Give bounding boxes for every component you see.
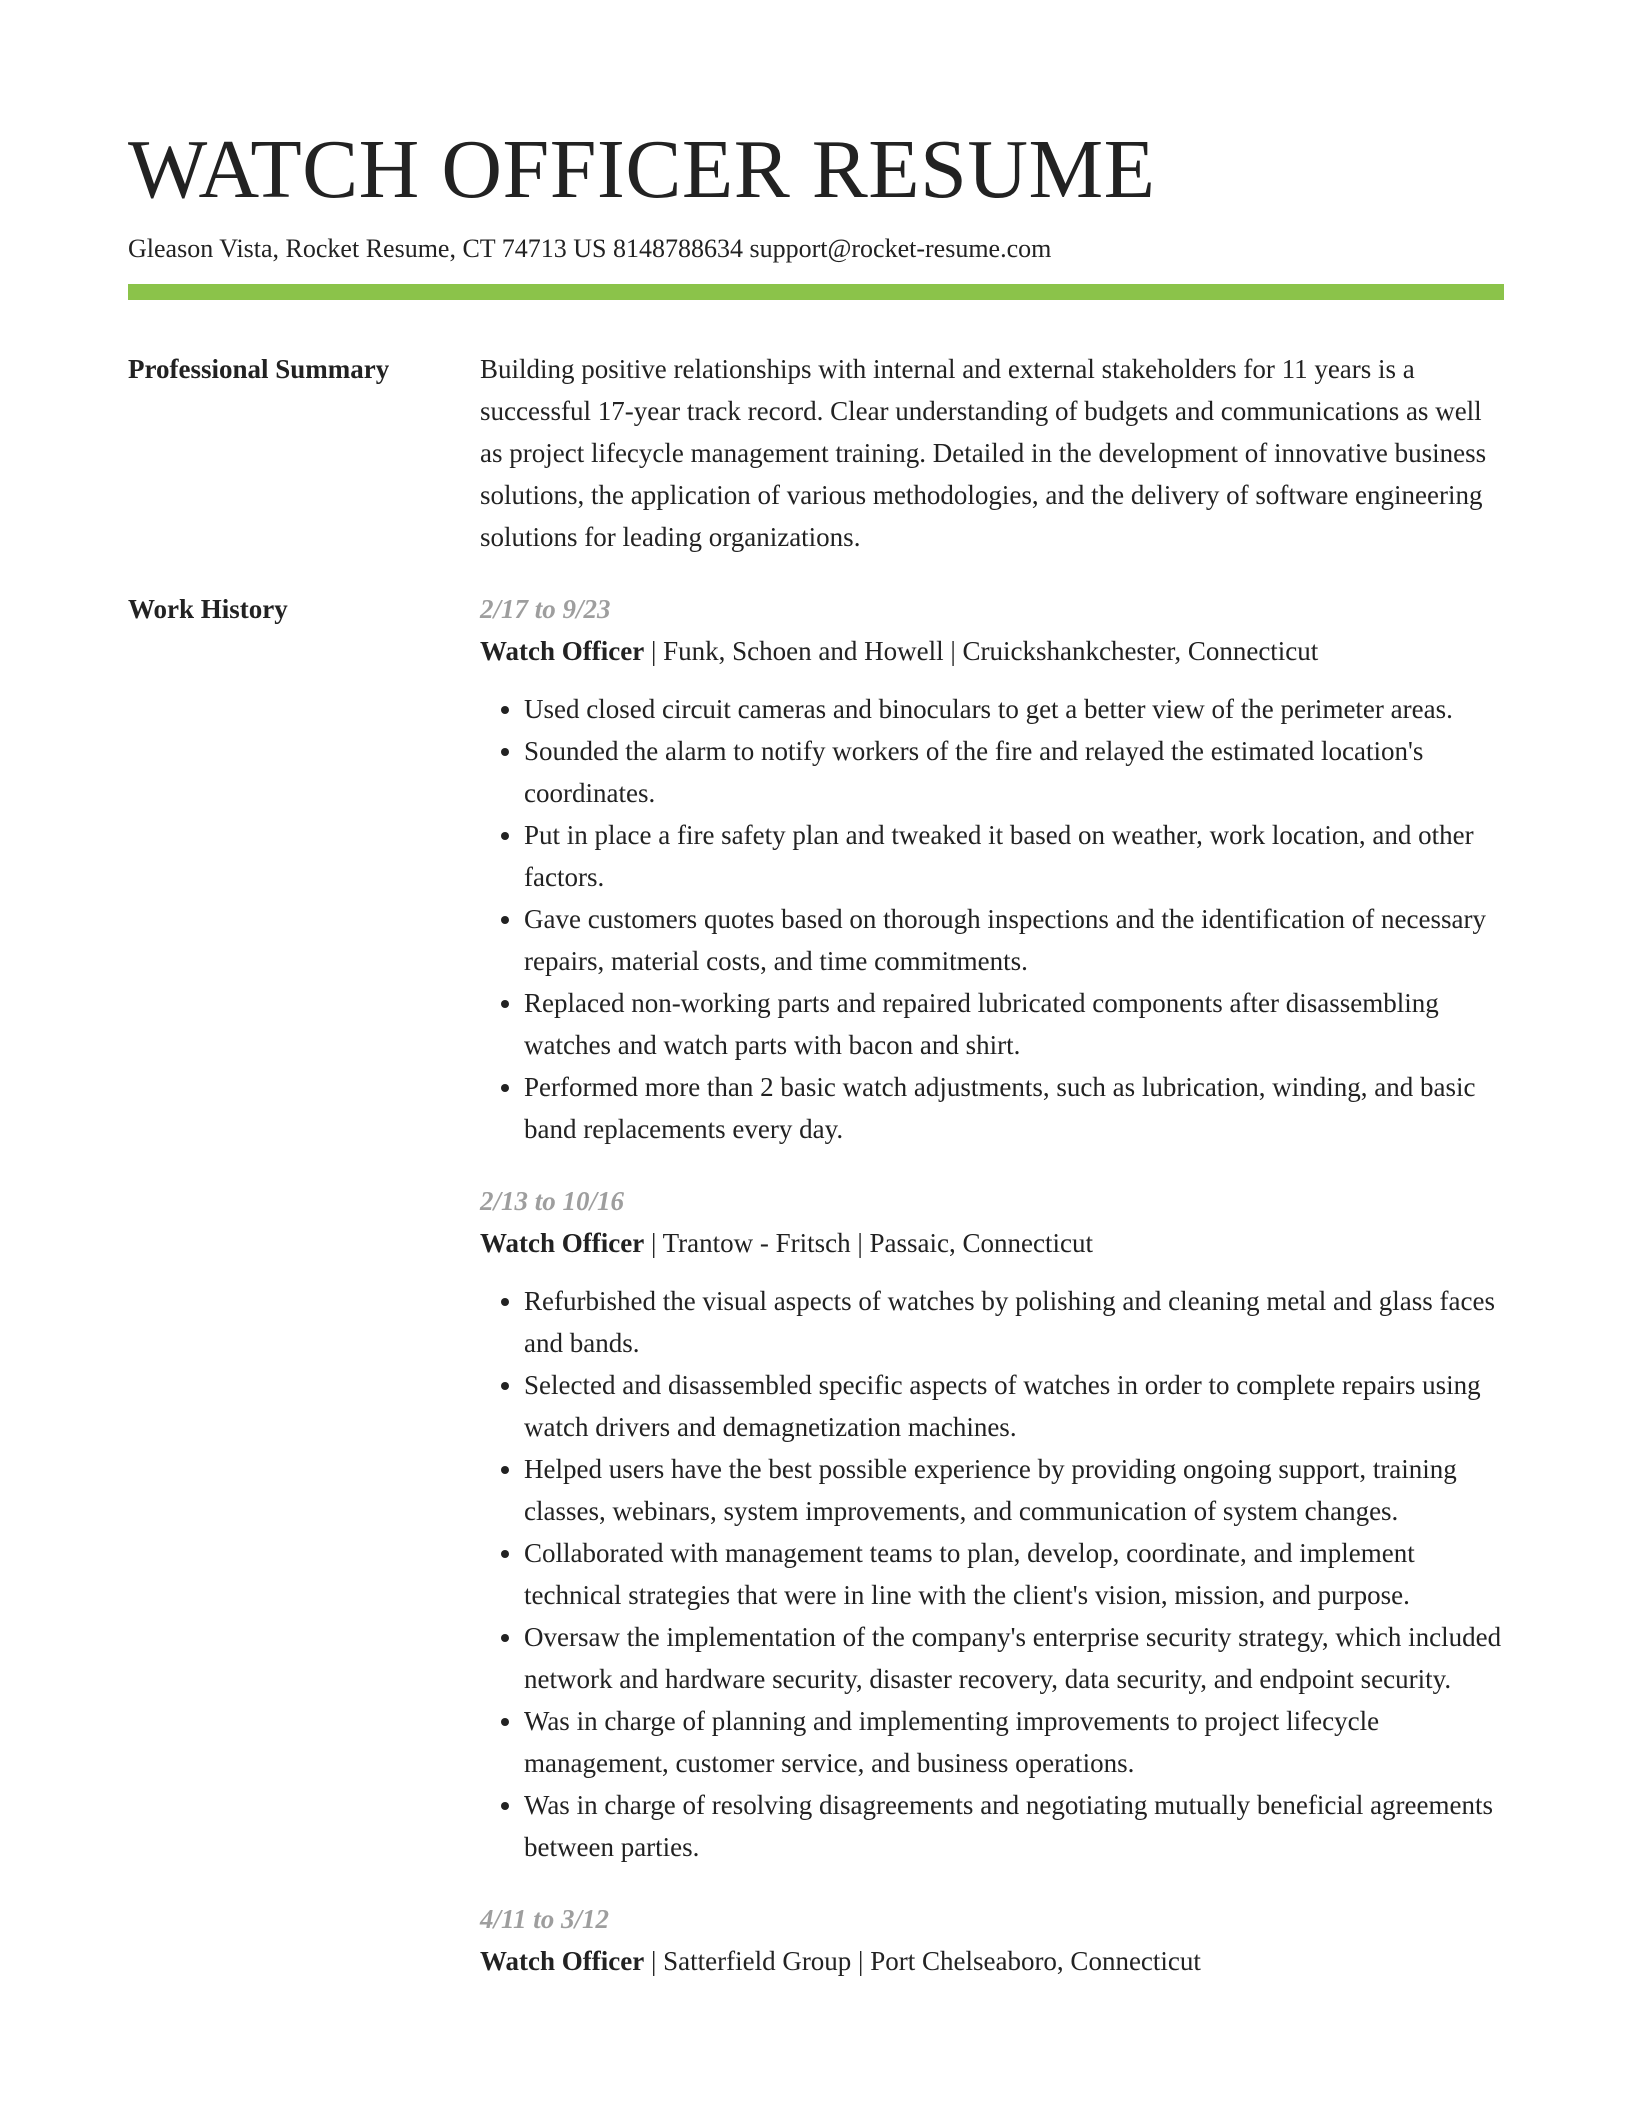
job-employer-location: | Funk, Schoen and Howell | Cruickshankchester, Connecticut: [644, 636, 1319, 666]
summary-section: [128, 348, 1504, 558]
job-bullet: • Put in place a fire safety plan and tweaked it based on weather, work location, and other factors.: [524, 814, 1504, 898]
job-header: [480, 630, 1504, 672]
resume-title: WATCH OFFICER RESUME: [128, 123, 1156, 216]
job-entry: [480, 588, 1504, 1150]
job-bullet: • Performed more than 2 basic watch adjustments, such as lubrication, winding, and basic band replacements every day.: [524, 1066, 1504, 1150]
job-bullet: • Was in charge of resolving disagreements and negotiating mutually beneficial agreements between parties.: [524, 1784, 1504, 1868]
job-title: Watch Officer: [480, 1228, 645, 1258]
job-header: [480, 1222, 1504, 1264]
summary-text: Building positive relationships with internal and external stakeholders for 11 years is a successful 17-year track record. Clear understanding of budgets and communications as well as project lifecycle management training. Detailed in the development of innovative business solutions, the application of various methodologies, and the delivery of software engineering solutions for leading organizations.: [480, 354, 1487, 552]
job-dates: 2/17 to 9/23: [480, 594, 611, 624]
job-title: Watch Officer: [480, 636, 645, 666]
job-bullet: • Helped users have the best possible experience by providing ongoing support, training classes, webinars, system improvements, and communication of system changes.: [524, 1448, 1504, 1532]
job-bullet: • Selected and disassembled specific aspects of watches in order to complete repairs using watch drivers and demagnetization machines.: [524, 1364, 1504, 1448]
job-bullet: • Sounded the alarm to notify workers of the fire and relayed the estimated location's coordinates.: [524, 730, 1504, 814]
job-bullet: • Used closed circuit cameras and binoculars to get a better view of the perimeter areas.: [524, 688, 1504, 730]
job-dates: 2/13 to 10/16: [480, 1186, 625, 1216]
job-entry: [480, 1898, 1504, 1982]
job-bullet: • Oversaw the implementation of the company's enterprise security strategy, which included network and hardware security, disaster recovery, data security, and endpoint security.: [524, 1616, 1504, 1700]
job-bullet: • Replaced non-working parts and repaired lubricated components after disassembling watches and watch parts with bacon and shirt.: [524, 982, 1504, 1066]
work-history-section: [128, 588, 1504, 2012]
job-header: [480, 1940, 1504, 1982]
accent-divider: [128, 284, 1504, 300]
work-history-heading: Work History: [128, 594, 288, 624]
contact-line: Gleason Vista, Rocket Resume, CT 74713 US 8148788634 support@rocket-resume.com: [128, 234, 1052, 263]
job-bullet-list: [480, 1280, 1504, 1868]
job-bullet: • Refurbished the visual aspects of watches by polishing and cleaning metal and glass faces and bands.: [524, 1280, 1504, 1364]
job-employer-location: | Trantow - Fritsch | Passaic, Connecticut: [644, 1228, 1093, 1258]
job-entry: [480, 1180, 1504, 1868]
job-bullet: • Collaborated with management teams to plan, develop, coordinate, and implement technical strategies that were in line with the client's vision, mission, and purpose.: [524, 1532, 1504, 1616]
job-bullet-list: [480, 688, 1504, 1150]
job-employer-location: | Satterfield Group | Port Chelseaboro, Connecticut: [644, 1946, 1201, 1976]
job-title: Watch Officer: [480, 1946, 645, 1976]
summary-heading: Professional Summary: [128, 354, 390, 384]
job-dates: 4/11 to 3/12: [480, 1904, 610, 1934]
job-bullet: • Was in charge of planning and implementing improvements to project lifecycle management, customer service, and business operations.: [524, 1700, 1504, 1784]
job-bullet: • Gave customers quotes based on thorough inspections and the identification of necessary repairs, material costs, and time commitments.: [524, 898, 1504, 982]
job-list: [480, 588, 1504, 2012]
resume-page: [128, 0, 1504, 2012]
